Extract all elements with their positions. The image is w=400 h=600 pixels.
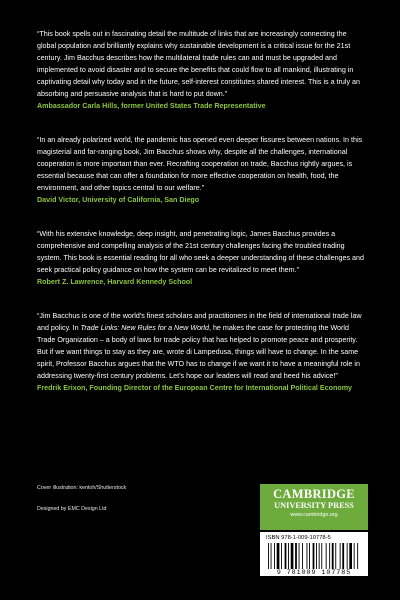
endorsement-quote xyxy=(37,228,365,288)
designer-credit: Designed by EMC Design Ltd xyxy=(37,506,107,512)
quote-text: “In an already polarized world, the pandemic has opened even deeper fissures between nations. In this magisterial and far-ranging book, Jim Bacchus shows why, despite all the challenges, international cooperation is more important than ever. Recrafting cooperation on trade, Bacchus rightly argues, is essential because that can offer a foundation for more effective cooperation on health, food, the environment, and other topics central to our welfare.” xyxy=(37,136,363,192)
quote-attribution: Fredrik Erixon, Founding Director of the European Centre for International Political Economy xyxy=(37,384,353,392)
barcode-panel xyxy=(260,532,368,576)
quote-text xyxy=(37,310,365,382)
publisher-logo xyxy=(260,484,368,530)
quote-text: “With his extensive knowledge, deep insight, and penetrating logic, James Bacchus provides a comprehensive and compelling analysis of the 21st century challenges facing the troubled trading system. This book is essential reading for all who seek a deeper understanding of these challenges and seek practical policy guidance on how the system can be revitalized to meet them.” xyxy=(37,230,364,274)
quote-text-after: , he makes the case for protecting the World Trade Organization – a body of laws for trade policy that has helped to promote peace and prosperity. But if we want things to stay as they are, wrote di Lampedusa, things will have to change. In the same spirit, Professor Bacchus argues that the WTO has to change if we want it to have a meaningful role in addressing twenty-first century problems. Let’s hope our leaders will read and heed his advice!” xyxy=(37,324,360,380)
endorsement-quote xyxy=(37,28,365,112)
quote-attribution: David Victor, University of California, San Diego xyxy=(37,196,200,204)
book-title: Trade Links: New Rules for a New World xyxy=(80,324,209,332)
barcode-digits: 9 781009 107785 xyxy=(276,569,352,576)
quote-text-before: “Jim Bacchus is one of the world’s finest scholars and practitioners in the field of international trade law and policy. In xyxy=(37,312,362,332)
barcode-image xyxy=(264,543,364,569)
endorsement-quote xyxy=(37,310,365,394)
endorsements xyxy=(37,28,365,416)
publisher-url: www.cambridge.org xyxy=(290,512,338,518)
credits xyxy=(37,484,237,513)
quote-attribution: Robert Z. Lawrence, Harvard Kennedy School xyxy=(37,278,193,286)
cover-illustration-credit: Cover illustration: kentoh/Shutterstock xyxy=(37,485,127,491)
quote-attribution: Ambassador Carla Hills, former United States Trade Representative xyxy=(37,102,266,110)
isbn-label: ISBN 978-1-009-10778-5 xyxy=(266,535,331,541)
endorsement-quote xyxy=(37,134,365,206)
quote-text: “This book spells out in fascinating detail the multitude of links that are increasingly connecting the global population and brilliantly explains why sustainable development is a critical issue for the 21st century. Jim Bacchus describes how the multilateral trade rules can and must be upgraded and implemented to avoid disaster and to secure the benefits that could flow to all mankind, illustrating in captivating detail why today and in the future, self-interest constitutes shared interest. This is a truly an absorbing and persuasive analysis that is hard to put down.” xyxy=(37,30,360,98)
publisher-press: UNIVERSITY PRESS xyxy=(274,501,354,510)
publisher-name: CAMBRIDGE xyxy=(273,487,355,501)
